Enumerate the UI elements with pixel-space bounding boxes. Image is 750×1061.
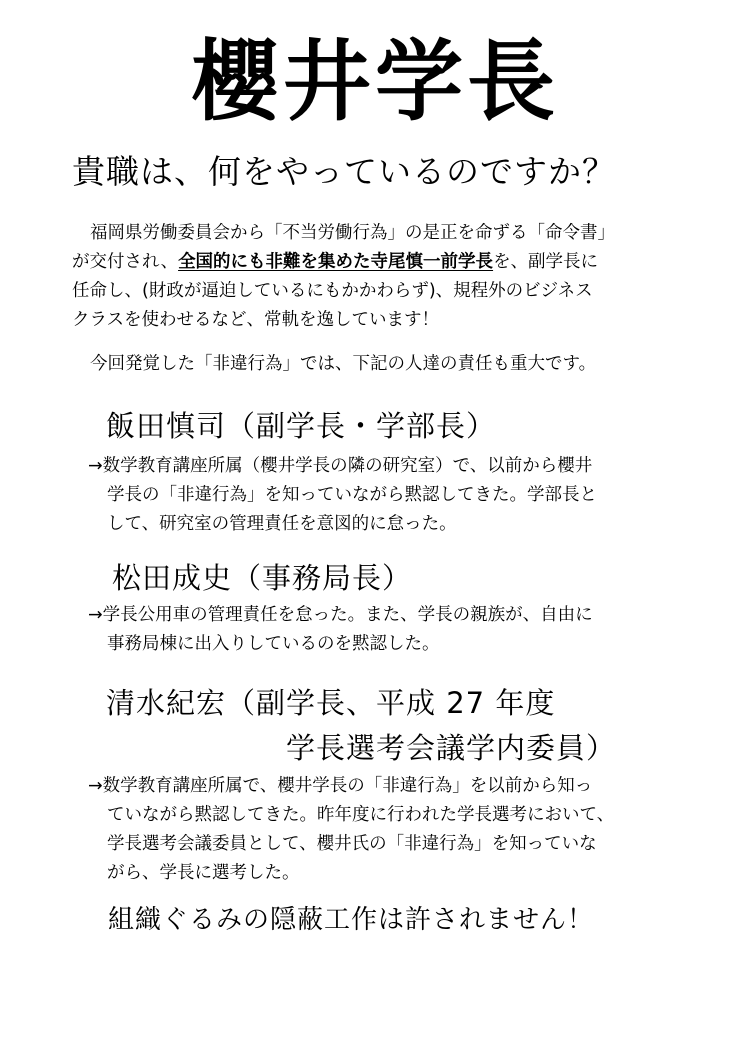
intro-text: を、副学長に [493, 252, 599, 272]
closing-statement: 組織ぐるみの隠蔽工作は許されません！ [108, 905, 595, 935]
description-line: して、研究室の管理責任を意図的に怠った。 [107, 514, 457, 534]
intro-paragraph [72, 219, 615, 335]
intro-line: クラスを使わせるなど、常軌を逸しています！ [72, 310, 439, 330]
description-line: →学長公用車の管理責任を怠った。また、学長の親族が、自由に [88, 605, 593, 625]
description-line: →数学教育講座所属（櫻井学長の隣の研究室）で、以前から櫻井 [88, 456, 593, 476]
person-heading: 清水紀宏（副学長、平成 27 年度 [106, 686, 556, 720]
page-title: 櫻井学長 [190, 30, 559, 133]
person-heading-continued: 学長選考会議学内委員） [286, 731, 617, 765]
description-line: 事務局棟に出入りしているのを黙認した。 [107, 634, 440, 654]
description-line: 学長の「非違行為」を知っていながら黙認してきた。学部長と [107, 485, 597, 505]
intro-text: が交付され、 [72, 252, 179, 272]
description-line: 学長選考会議委員として、櫻井氏の「非違行為」を知っていな [107, 834, 597, 854]
description-line: がら、学長に選考した。 [107, 863, 300, 883]
statement-line: 今回発覚した「非違行為」では、下記の人達の責任も重大です。 [90, 354, 597, 374]
statement-paragraph [90, 350, 596, 379]
person-heading: 松田成史（事務局長） [112, 561, 413, 595]
page-subtitle: 貴職は、何をやっているのですか？ [72, 152, 616, 191]
person-description [88, 452, 597, 539]
person-description [88, 772, 614, 888]
description-line: →数学教育講座所属で、櫻井学長の「非違行為」を以前から知っ [88, 776, 593, 796]
intro-underlined-text: 全国的にも非難を集めた寺尾慎一前学長 [178, 252, 494, 272]
intro-line: 福岡県労働委員会から「不当労働行為」の是正を命ずる「命令書」 [90, 223, 615, 243]
intro-line [72, 248, 615, 277]
description-line: ていながら黙認してきた。昨年度に行われた学長選考において、 [107, 805, 615, 825]
intro-line: 任命し、(財政が逼迫しているにもかかわらず)、規程外のビジネス [72, 281, 593, 301]
person-heading: 飯田慎司（副学長・学部長） [106, 409, 497, 443]
person-description [88, 601, 593, 659]
